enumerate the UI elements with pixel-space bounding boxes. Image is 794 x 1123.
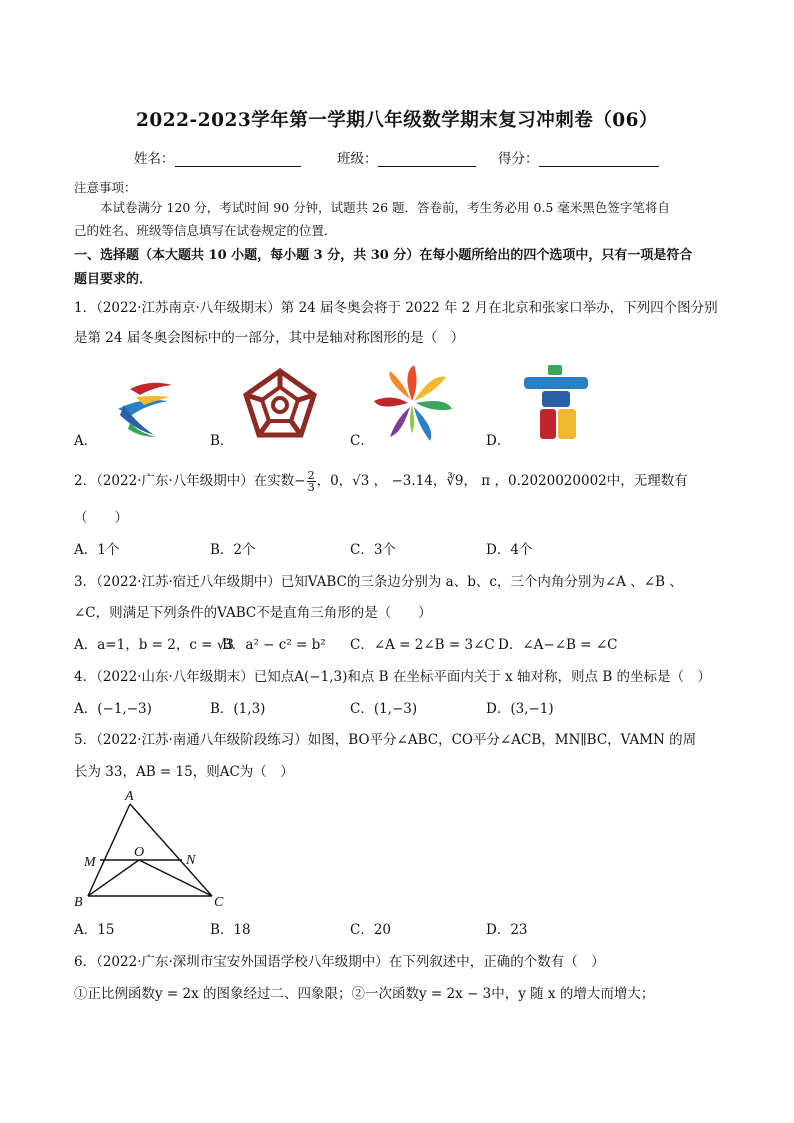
q2-number-list: ，0，√3 ， −3.14，∛9， π ，0.2020020002: [316, 473, 607, 489]
q4-option-a[interactable]: A．(−1,−3): [74, 701, 152, 717]
label-o: O: [134, 845, 145, 860]
q1-line-1: 1．（2022·江苏南京·八年级期末）第 24 届冬奥会将于 2022 年 2 月在北京和张家口举办，下列四个图分别: [74, 300, 718, 316]
olympic-inukshuk-icon: [520, 363, 592, 441]
q4-option-b[interactable]: B．(1,3): [210, 701, 266, 717]
q2-option-c[interactable]: C．3个: [350, 542, 396, 558]
q5-line-2: 长为 33，AB = 15，则AC为（ ）: [74, 764, 294, 780]
name-blank[interactable]: [175, 152, 301, 167]
q2-option-a[interactable]: A．1个: [74, 542, 120, 558]
notice-heading: 注意事项：: [74, 180, 137, 195]
score-label: 得分：: [498, 151, 539, 167]
q4-line-1: 4．（2022·山东·八年级期末）已知点A(−1,3)和点 B 在坐标平面内关于 x 轴对称，则点 B 的坐标是（ ）: [74, 669, 712, 685]
q2-option-b[interactable]: B．2个: [210, 542, 256, 558]
section-heading-line-2: 题目要求的．: [74, 272, 153, 287]
q5-triangle-figure: [74, 788, 240, 910]
name-label: 姓名：: [134, 151, 175, 167]
notice-line-2: 己的姓名、班级等信息填写在试卷规定的位置．: [74, 223, 337, 238]
q2-option-d[interactable]: D．4个: [486, 542, 533, 558]
q5-option-a[interactable]: A．15: [74, 922, 115, 938]
q1-line-2: 是第 24 届冬奥会图标中的一部分，其中是轴对称图形的是（ ）: [74, 330, 465, 346]
q1-option-b[interactable]: B．: [210, 433, 234, 449]
olympic-emblem-ribbon-icon: [110, 375, 180, 441]
olympic-flower-icon: [372, 363, 456, 443]
q5-option-b[interactable]: B．18: [210, 922, 251, 938]
label-b: B: [74, 895, 83, 910]
q3-option-c[interactable]: C．∠A = 2∠B = 3∠C: [350, 637, 495, 653]
q3-option-d[interactable]: D．∠A−∠B = ∠C: [498, 637, 618, 653]
q2-prefix: 2．（2022·广东·八年级期中）在实数: [74, 473, 295, 489]
q3-option-b[interactable]: B．a² − c² = b²: [222, 637, 326, 653]
class-blank[interactable]: [378, 152, 476, 167]
score-field: [498, 147, 659, 167]
q2-line-1: 2．（2022·广东·八年级期中）在实数− $\frac{2}{3}$ ，0，√3 ， −3.14，∛9， π ，0.2020020002中，无理数有: [74, 469, 688, 494]
olympic-snowflake-icon: [240, 365, 320, 443]
label-c: C: [214, 895, 224, 910]
page-title: 2022-2023学年第一学期八年级数学期末复习冲刺卷（06）: [136, 110, 658, 131]
side-ab: [88, 804, 130, 896]
q1-option-c[interactable]: C．: [350, 433, 374, 449]
q1-option-d[interactable]: D．: [486, 433, 511, 449]
q4-option-c[interactable]: C．(1,−3): [350, 701, 418, 717]
q5-line-1: 5．（2022·江苏·南通八年级阶段练习）如图，BO平分∠ABC，CO平分∠ACB，MN∥BC，VAMN 的周: [74, 732, 697, 748]
q5-option-c[interactable]: C．20: [350, 922, 392, 938]
q3-option-a[interactable]: A．a=1，b = 2，c = √3: [74, 637, 234, 653]
q2-line-2: （ ）: [74, 510, 128, 526]
q6-line-2: ①正比例函数y = 2x 的图象经过二、四象限；②一次函数y = 2x − 3中，y 随 x 的增大而增大；: [74, 986, 655, 1002]
q6-line-1: 6．（2022·广东·深圳市宝安外国语学校八年级期中）在下列叙述中，正确的个数有（ ）: [74, 954, 605, 970]
class-field: [337, 147, 476, 167]
q2-suffix: 中，无理数有: [606, 473, 688, 489]
label-n: N: [186, 853, 196, 868]
q3-line-2: ∠C，则满足下列条件的VABC不是直角三角形的是（ ）: [74, 605, 432, 621]
score-blank[interactable]: [539, 152, 659, 167]
q1-option-a[interactable]: A．: [74, 433, 98, 449]
segment-co: [139, 860, 212, 896]
section-heading-line-1: 一、选择题（本大题共 10 小题，每小题 3 分，共 30 分）在每小题所给出的四个选项中，只有一项是符合: [74, 248, 693, 263]
q3-line-1: 3．（2022·江苏·宿迁八年级期中）已知VABC的三条边分别为 a、b、c，三个内角分别为∠A 、∠B 、: [74, 574, 683, 590]
label-m: M: [84, 855, 96, 870]
q4-option-d[interactable]: D．(3,−1): [486, 701, 554, 717]
name-field: [134, 147, 301, 167]
notice-line-1: 本试卷满分 120 分，考试时间 90 分钟，试题共 26 题．答卷前，考生务必用 0.5 毫米黑色签字笔将自: [100, 200, 670, 215]
label-a: A: [125, 789, 134, 804]
q2-fraction: $\frac{2}{3}$: [307, 469, 315, 494]
class-label: 班级：: [337, 151, 378, 167]
q5-option-d[interactable]: D．23: [486, 922, 528, 938]
